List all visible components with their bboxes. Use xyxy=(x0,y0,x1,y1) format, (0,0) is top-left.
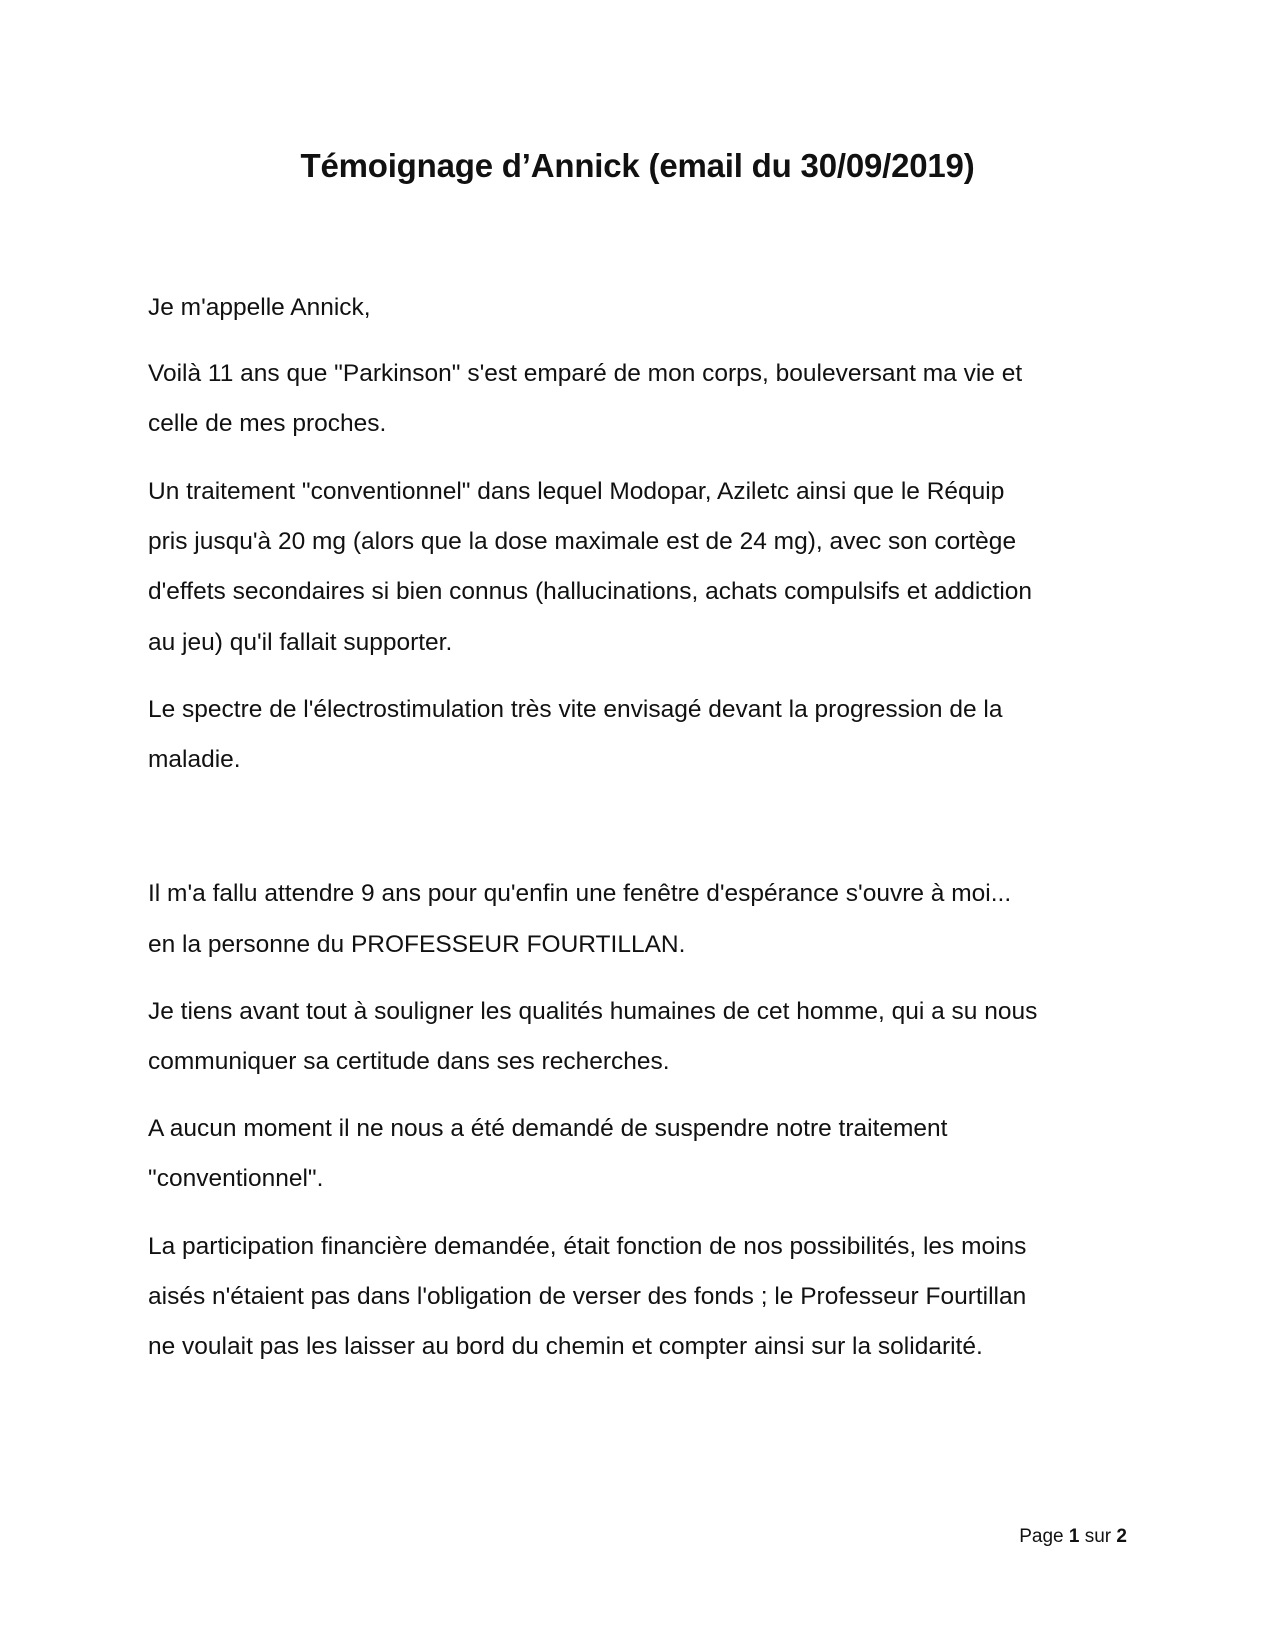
text-line: aisés n'étaient pas dans l'obligation de verser des fonds ; le Professeur Fourtillan xyxy=(148,1283,1027,1310)
text-line: Je m'appelle Annick, xyxy=(148,294,371,321)
text-line: pris jusqu'à 20 mg (alors que la dose maximale est de 24 mg), avec son cortège xyxy=(148,528,1017,555)
text-line: Il m'a fallu attendre 9 ans pour qu'enfin une fenêtre d'espérance s'ouvre à moi... xyxy=(148,880,1012,907)
text-line: Le spectre de l'électrostimulation très vite envisagé devant la progression de la xyxy=(148,696,1003,723)
text-line: Je tiens avant tout à souligner les qualités humaines de cet homme, qui a su nous xyxy=(148,998,1038,1025)
total-pages-number: 2 xyxy=(1116,1526,1127,1547)
text-line: Voilà 11 ans que "Parkinson" s'est emparé de mon corps, bouleversant ma vie et xyxy=(148,360,1023,387)
text-line: La participation financière demandée, était fonction de nos possibilités, les moins xyxy=(148,1233,1027,1260)
text-line: en la personne du PROFESSEUR FOURTILLAN. xyxy=(148,931,686,958)
current-page-number: 1 xyxy=(1068,1526,1080,1547)
text-line: au jeu) qu'il fallait supporter. xyxy=(148,629,453,656)
page-number-footer xyxy=(1019,1525,1127,1549)
text-line: maladie. xyxy=(148,746,241,773)
text-line: Un traitement "conventionnel" dans lequel Modopar, Aziletc ainsi que le Réquip xyxy=(148,478,1005,505)
text-line: "conventionnel". xyxy=(148,1165,324,1192)
text-line: communiquer sa certitude dans ses recherches. xyxy=(148,1048,670,1075)
of-label: sur xyxy=(1084,1526,1112,1547)
text-line: ne voulait pas les laisser au bord du chemin et compter ainsi sur la solidarité. xyxy=(148,1333,983,1360)
text-line: A aucun moment il ne nous a été demandé de suspendre notre traitement xyxy=(148,1115,948,1142)
text-line: celle de mes proches. xyxy=(148,410,387,437)
page-label: Page xyxy=(1019,1526,1064,1547)
page-title: Témoignage d’Annick (email du 30/09/2019) xyxy=(300,147,975,184)
text-line: d'effets secondaires si bien connus (hallucinations, achats compulsifs et addiction xyxy=(148,578,1033,605)
